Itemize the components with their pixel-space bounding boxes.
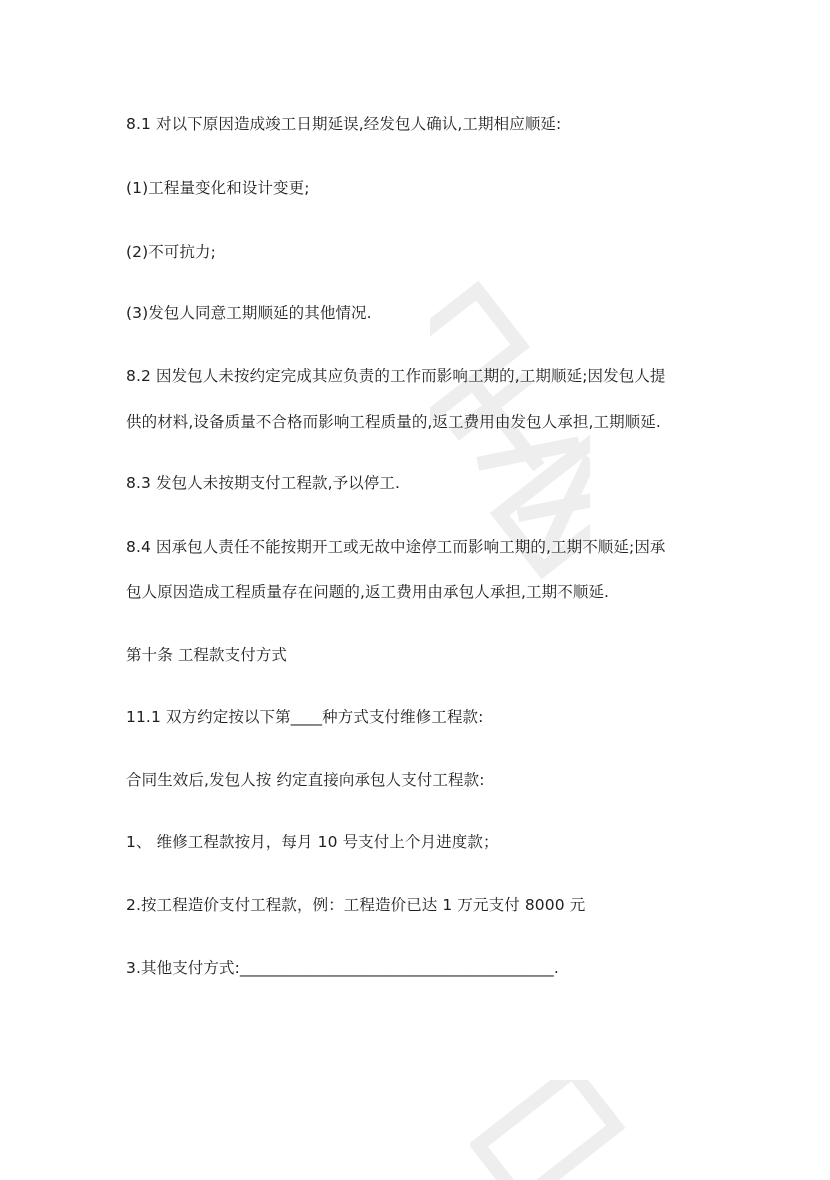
item-1: (1)工程量变化和设计变更;	[126, 179, 310, 197]
item-2: (2)不可抗力;	[126, 243, 216, 261]
payment-intro: 合同生效后,发包人按 约定直接向承包人支付工程款:	[126, 771, 485, 789]
payment-option-1: 1、 维修工程款按月，每月 10 号支付上个月进度款；	[126, 833, 499, 851]
payment-option-2: 2.按工程造价支付工程款，例：工程造价已达 1 万元支付 8000 元	[126, 896, 586, 914]
payment-option-3: 3.其他支付方式:________________________________________.	[126, 959, 559, 977]
clause-11-1: 11.1 双方约定按以下第____种方式支付维修工程款:	[126, 708, 484, 726]
item-3: (3)发包人同意工期顺延的其他情况.	[126, 304, 372, 322]
clause-8-3: 8.3 发包人未按期支付工程款,予以停工.	[126, 474, 401, 492]
clause-8-1: 8.1 对以下原因造成竣工日期延误,经发包人确认,工期相应顺延:	[126, 115, 562, 133]
watermark-logo-bottom	[470, 1080, 630, 1180]
clause-8-2-line-1: 8.2 因发包人未按约定完成其应负责的工作而影响工期的,工期顺延;因发包人提	[126, 367, 666, 385]
clause-8-2-line-2: 供的材料,设备质量不合格而影响工程质量的,返工费用由发包人承担,工期顺延.	[126, 413, 661, 431]
clause-8-4-line-1: 8.4 因承包人责任不能按期开工或无故中途停工而影响工期的,工期不顺延;因承	[126, 538, 666, 556]
article-10-heading: 第十条 工程款支付方式	[126, 646, 288, 664]
clause-8-4-line-2: 包人原因造成工程质量存在问题的,返工费用由承包人承担,工期不顺延.	[126, 583, 610, 601]
